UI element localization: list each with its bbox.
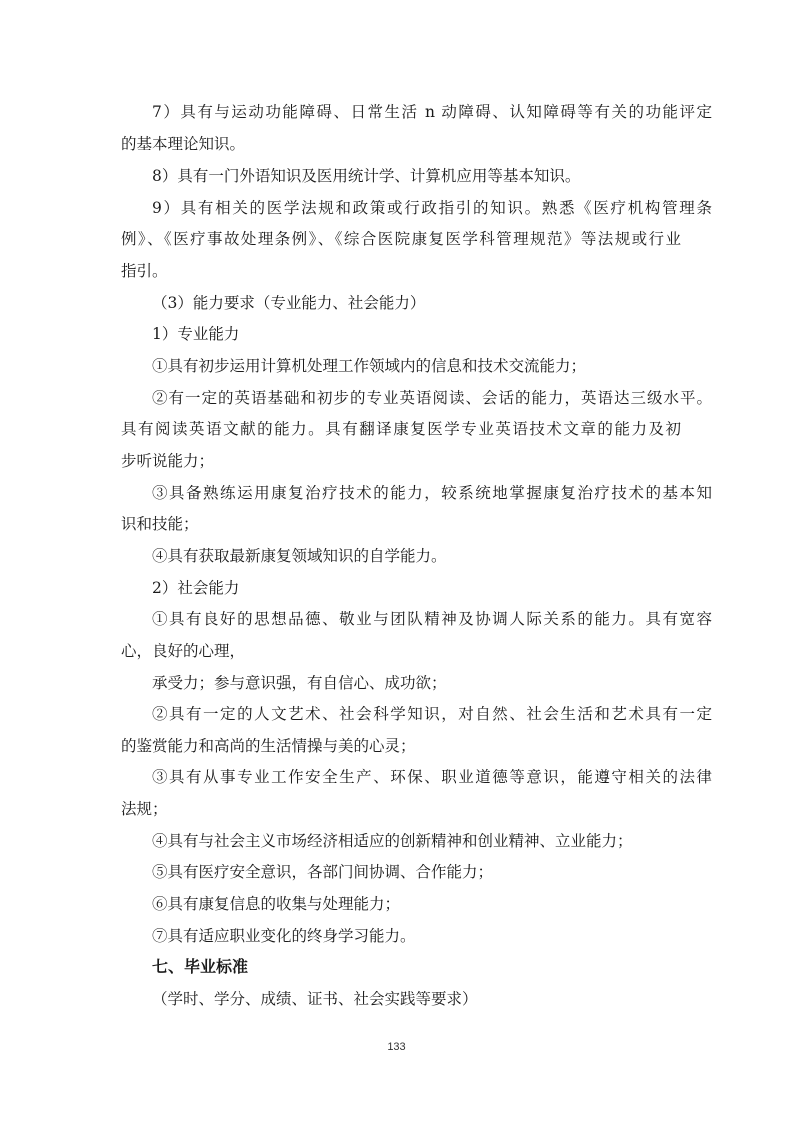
text-line: 心，良好的心理， xyxy=(121,642,246,660)
text-line: 法规； xyxy=(121,800,168,818)
text-line: ②有一定的英语基础和初步的专业英语阅读、会话的能力，英语达三级水平。 xyxy=(152,389,712,407)
text-line: ⑦具有适应职业变化的终身学习能力。 xyxy=(152,927,416,945)
text-line: 的鉴赏能力和高尚的生活情操与美的心灵； xyxy=(121,737,416,755)
text-line: 指引。 xyxy=(121,262,168,280)
subsection-title: （3）能力要求（专业能力、社会能力） xyxy=(152,294,426,312)
text-line: 识和技能； xyxy=(121,515,199,533)
text-line: ④具有获取最新康复领域知识的自学能力。 xyxy=(152,547,447,565)
section-note: （学时、学分、成绩、证书、社会实践等要求） xyxy=(152,990,478,1008)
page-number: 133 xyxy=(387,1041,406,1053)
text-line: 2）社会能力 xyxy=(152,579,240,597)
text-line: ①具有良好的思想品德、敬业与团队精神及协调人际关系的能力。具有宽容 xyxy=(152,610,712,628)
section-heading: 七、毕业标准 xyxy=(152,957,249,976)
text-line: 具有阅读英语文献的能力。具有翻译康复医学专业英语技术文章的能力及初 xyxy=(121,420,681,438)
text-line: ②具有一定的人文艺术、社会科学知识，对自然、社会生活和艺术具有一定 xyxy=(152,705,712,723)
text-line: 的基本理论知识。 xyxy=(121,135,246,153)
text-line: ①具有初步运用计算机处理工作领域内的信息和技术交流能力； xyxy=(152,357,587,375)
text-line: ③具有从事专业工作安全生产、环保、职业道德等意识，能遵守相关的法律 xyxy=(152,768,712,786)
text-line: ⑤具有医疗安全意识，各部门间协调、合作能力； xyxy=(152,863,494,881)
text-line: 9）具有相关的医学法规和政策或行政指引的知识。熟悉《医疗机构管理条 xyxy=(152,199,712,217)
text-line: 1）专业能力 xyxy=(152,325,240,343)
text-line: ③具备熟练运用康复治疗技术的能力，较系统地掌握康复治疗技术的基本知 xyxy=(152,484,712,502)
text-line: 例》、《医疗事故处理条例》、《综合医院康复医学科管理规范》等法规或行业 xyxy=(121,230,681,248)
text-line: 8）具有一门外语知识及医用统计学、计算机应用等基本知识。 xyxy=(152,167,581,185)
text-line: ④具有与社会主义市场经济相适应的创新精神和创业精神、立业能力； xyxy=(152,832,633,850)
text-line: 7）具有与运动功能障碍、日常生活 n 动障碍、认知障碍等有关的功能评定 xyxy=(152,103,712,121)
text-line: ⑥具有康复信息的收集与处理能力； xyxy=(152,895,401,913)
text-line: 步听说能力； xyxy=(121,452,215,470)
text-line: 承受力；参与意识强，有自信心、成功欲； xyxy=(152,674,447,692)
